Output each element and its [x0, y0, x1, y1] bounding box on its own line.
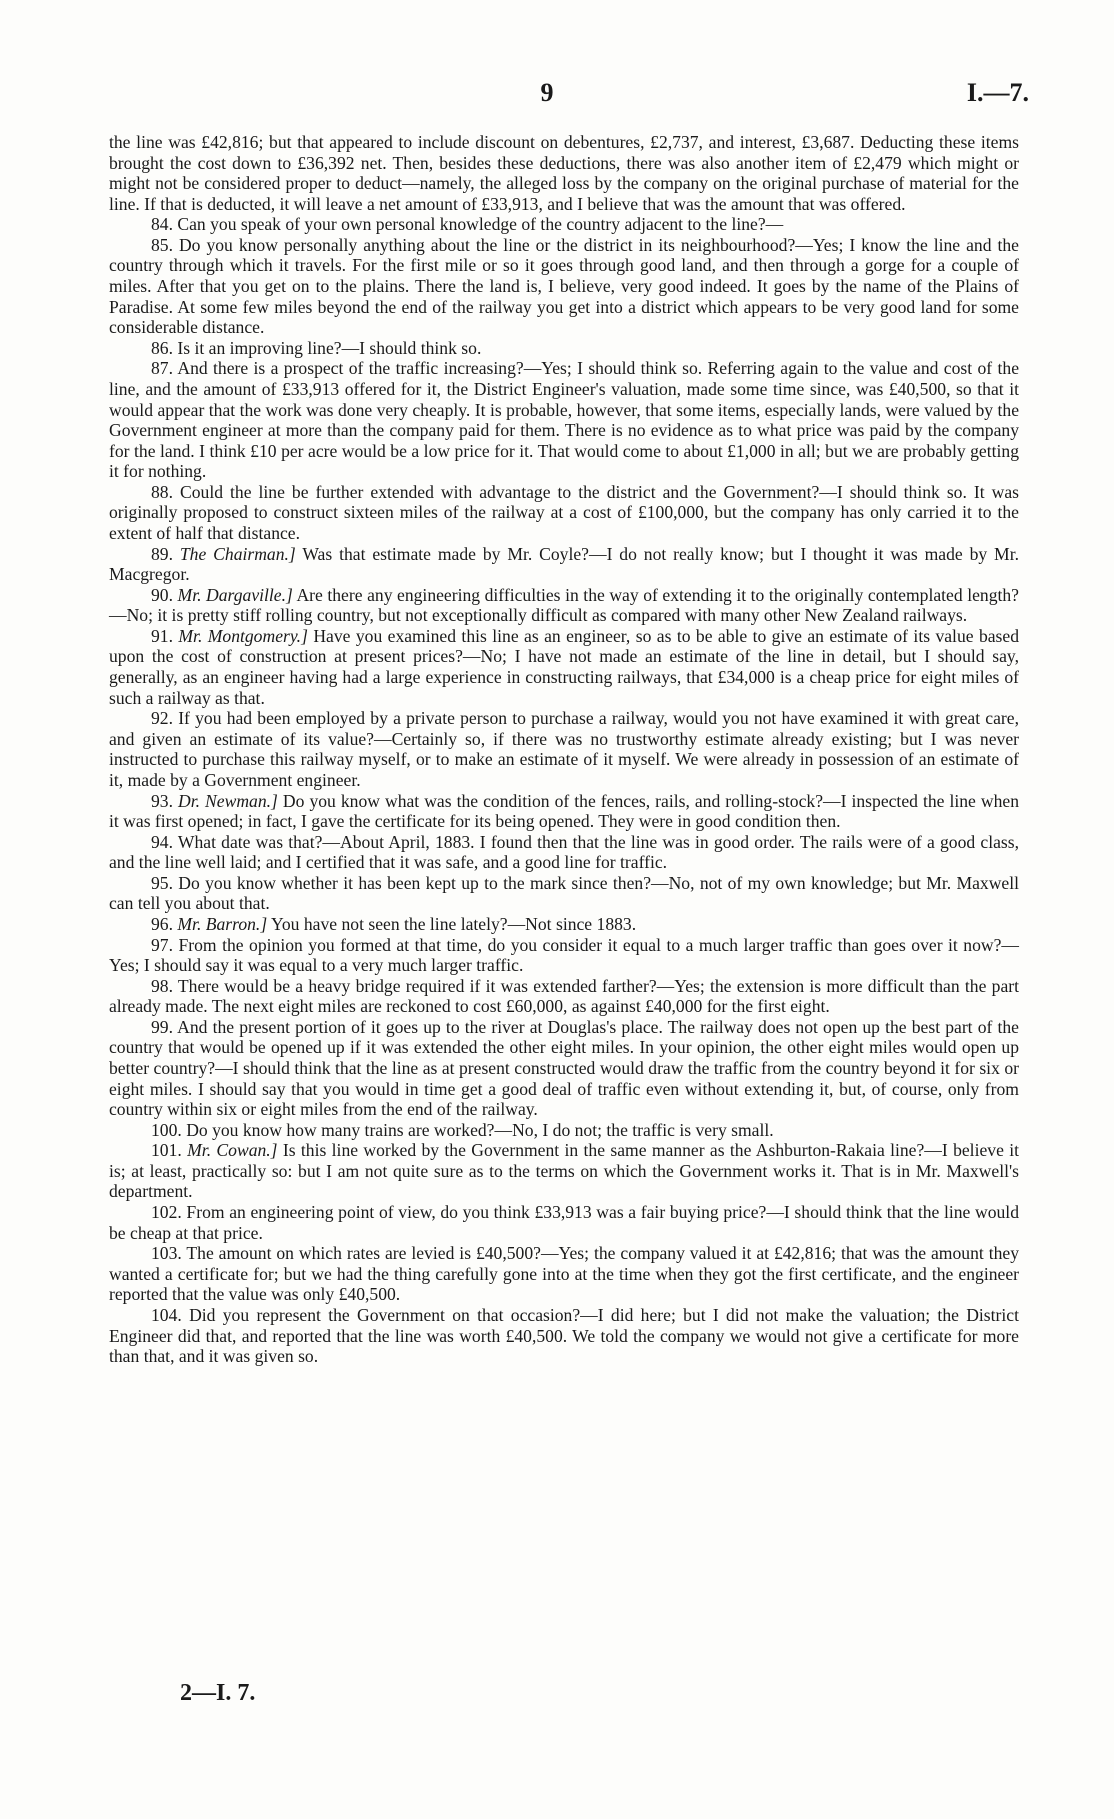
paragraph-text: 100. Do you know how many trains are worked?—No, I do not; the traffic is very small.	[151, 1119, 774, 1140]
paragraph-104	[109, 1305, 1019, 1367]
paragraph-text: 104. Did you represent the Government on that occasion?—I did here; but I did not make the valuation; the District Engineer did that, and reported that the line was worth £40,500. We told the company we would not give a certificate for more than that, and it was given so.	[109, 1304, 1019, 1367]
speaker-name: Mr. Cowan.]	[187, 1140, 278, 1161]
paragraph-text: Is this line worked by the Government in the same manner as the Ashburton-Rakaia line?—I believe it is; at least, practically so: but I am not quite sure as to the terms on which the Government works it. That is in Mr. Maxwell's department.	[109, 1140, 1019, 1202]
paragraph-91	[109, 626, 1019, 708]
paragraph-93	[109, 791, 1019, 832]
paragraph-text: Was that estimate made by Mr. Coyle?—I do not really know; but I thought it was made by Mr. Macgregor.	[109, 543, 1019, 585]
document-reference: I.—7.	[966, 78, 1029, 107]
paragraph-text: 95. Do you know whether it has been kept up to the mark since then?—No, not of my own knowledge; but Mr. Maxwell can tell you about that.	[109, 872, 1019, 914]
paragraph-text: the line was £42,816; but that appeared to include discount on debentures, £2,737, and interest, £3,687. Deducting these items brought the cost down to £36,392 net. Then, besides these deductions, there was also another item of £2,479 which might or might not be considered proper to deduct—namely, the alleged loss by the company on the original purchase of material for the line. If that is deducted, it will leave a net amount of £33,913, and I believe that was the amount that was offered.	[109, 132, 1019, 214]
paragraph-85	[109, 235, 1019, 338]
question-number: 89.	[151, 543, 173, 564]
paragraph-84	[109, 214, 1019, 235]
paragraph-100	[109, 1120, 1019, 1141]
paragraph-97	[109, 935, 1019, 976]
paragraph-86	[109, 338, 1019, 359]
paragraph-text: 98. There would be a heavy bridge required if it was extended farther?—Yes; the extension is more difficult than the part already made. The next eight miles are reckoned to cost £60,000, as against £40,000 for the first eight.	[109, 975, 1019, 1017]
sheet-reference: 2—I. 7.	[180, 1680, 256, 1706]
speaker-name: The Chairman.]	[179, 543, 296, 564]
paragraph-101	[109, 1140, 1019, 1202]
paragraph-text: You have not seen the line lately?—Not since 1883.	[270, 913, 637, 934]
paragraph-98	[109, 976, 1019, 1017]
paragraph-94	[109, 832, 1019, 873]
paragraph-text: 92. If you had been employed by a private person to purchase a railway, would you not have examined it with great care, and given an estimate of its value?—Certainly so, if there was no trustworthy estimate already existing; but I was never instructed to purchase this railway myself, or to make an estimate of it myself. We were already in possession of an estimate of it, made by a Government engineer.	[109, 708, 1019, 790]
paragraph-text: 94. What date was that?—About April, 1883. I found then that the line was in good order. The rails were of a good class, and the line well laid; and I certified that it was safe, and a good line for traffic.	[109, 831, 1019, 873]
speaker-name: Mr. Montgomery.]	[178, 625, 308, 646]
paragraph-88	[109, 482, 1019, 544]
question-number: 91.	[151, 625, 173, 646]
question-number: 93.	[151, 790, 173, 811]
paragraph-99	[109, 1017, 1019, 1120]
paragraph-continued	[109, 132, 1019, 214]
paragraph-89	[109, 544, 1019, 585]
body-text	[109, 132, 1019, 1367]
paragraph-text: 97. From the opinion you formed at that time, do you consider it equal to a much larger traffic than goes over it now?—Yes; I should say it was equal to a very much larger traffic.	[109, 934, 1019, 976]
question-number: 96.	[151, 913, 173, 934]
speaker-name: Mr. Barron.]	[177, 913, 268, 934]
page-number: 9	[540, 78, 554, 107]
question-number: 90.	[151, 584, 173, 605]
paragraph-text: 99. And the present portion of it goes up to the river at Douglas's place. The railway does not open up the best part of the country that would be opened up if it was extended the other eight miles. In your opinion, the other eight miles would open up better country?—I should think that the line as at present constructed would draw the traffic from the country beyond it for six or eight miles. I should say that you would in time get a good deal of traffic even without extending it, but, of course, only from country within six or eight miles from the end of the railway.	[109, 1016, 1019, 1120]
paragraph-text: 87. And there is a prospect of the traffic increasing?—Yes; I should think so. Referring again to the value and cost of the line, and the amount of £33,913 offered for it, the District Engineer's valuation, made some time since, was £40,500, so that it would appear that the work was done very cheaply. It is probable, however, that some items, especially lands, were valued by the Government engineer at more than the company paid for them. There is no evidence as to what price was paid by the company for the land. I think £10 per acre would be a low price for it. That would come to about £1,000 in all; but we are probably getting it for nothing.	[109, 358, 1019, 482]
speaker-name: Mr. Dargaville.]	[177, 584, 293, 605]
paragraph-text: Are there any engineering difficulties in the way of extending it to the originally contemplated length?—No; it is pretty stiff rolling country, but not exceptionally difficult as compared with many other New Zealand railways.	[109, 584, 1019, 626]
speaker-name: Dr. Newman.]	[178, 790, 278, 811]
paragraph-103	[109, 1243, 1019, 1305]
paragraph-text: 102. From an engineering point of view, do you think £33,913 was a fair buying price?—I should think that the line would be cheap at that price.	[109, 1202, 1019, 1243]
paragraph-text: 88. Could the line be further extended with advantage to the district and the Government?—I should think so. It was originally proposed to construct sixteen miles of the railway at a cost of £100,000, but the company has only carried it to the extent of half that distance.	[109, 481, 1019, 543]
paragraph-text: 103. The amount on which rates are levied is £40,500?—Yes; the company valued it at £42,816; that was the amount they wanted a certificate for; but we had the thing carefully gone into at the time when they got the first certificate, and the engineer reported that the value was only £40,500.	[109, 1243, 1019, 1305]
paragraph-95	[109, 873, 1019, 914]
paragraph-text: Have you examined this line as an engineer, so as to be able to give an estimate of its value based upon the cost of construction at present prices?—No; I have not made an estimate of the line in detail, but I should say, generally, as an engineer having had a large experience in constructing railways, that £34,000 is a cheap price for eight miles of such a railway as that.	[109, 625, 1020, 708]
paragraph-text: 85. Do you know personally anything about the line or the district in its neighbourhood?—Yes; I know the line and the country through which it travels. For the first mile or so it goes through good land, and then through a gorge for a couple of miles. After that you get on to the plains. There the land is, I believe, very good indeed. It goes by the name of the Plains of Paradise. At some few miles beyond the end of the railway you get into a district which appears to be very good land for some considerable distance.	[109, 234, 1019, 338]
paragraph-87	[109, 358, 1019, 481]
paragraph-text: Do you know what was the condition of the fences, rails, and rolling-stock?—I inspected the line when it was first opened; in fact, I gave the certificate for its being opened. They were in good condition then.	[109, 790, 1019, 832]
paragraph-96	[109, 914, 1019, 935]
paragraph-text: 84. Can you speak of your own personal knowledge of the country adjacent to the line?—	[151, 214, 784, 235]
paragraph-text: 86. Is it an improving line?—I should think so.	[151, 337, 482, 358]
paragraph-102	[109, 1202, 1019, 1243]
question-number: 101.	[151, 1140, 182, 1161]
paragraph-90	[109, 585, 1019, 626]
paragraph-92	[109, 708, 1019, 790]
